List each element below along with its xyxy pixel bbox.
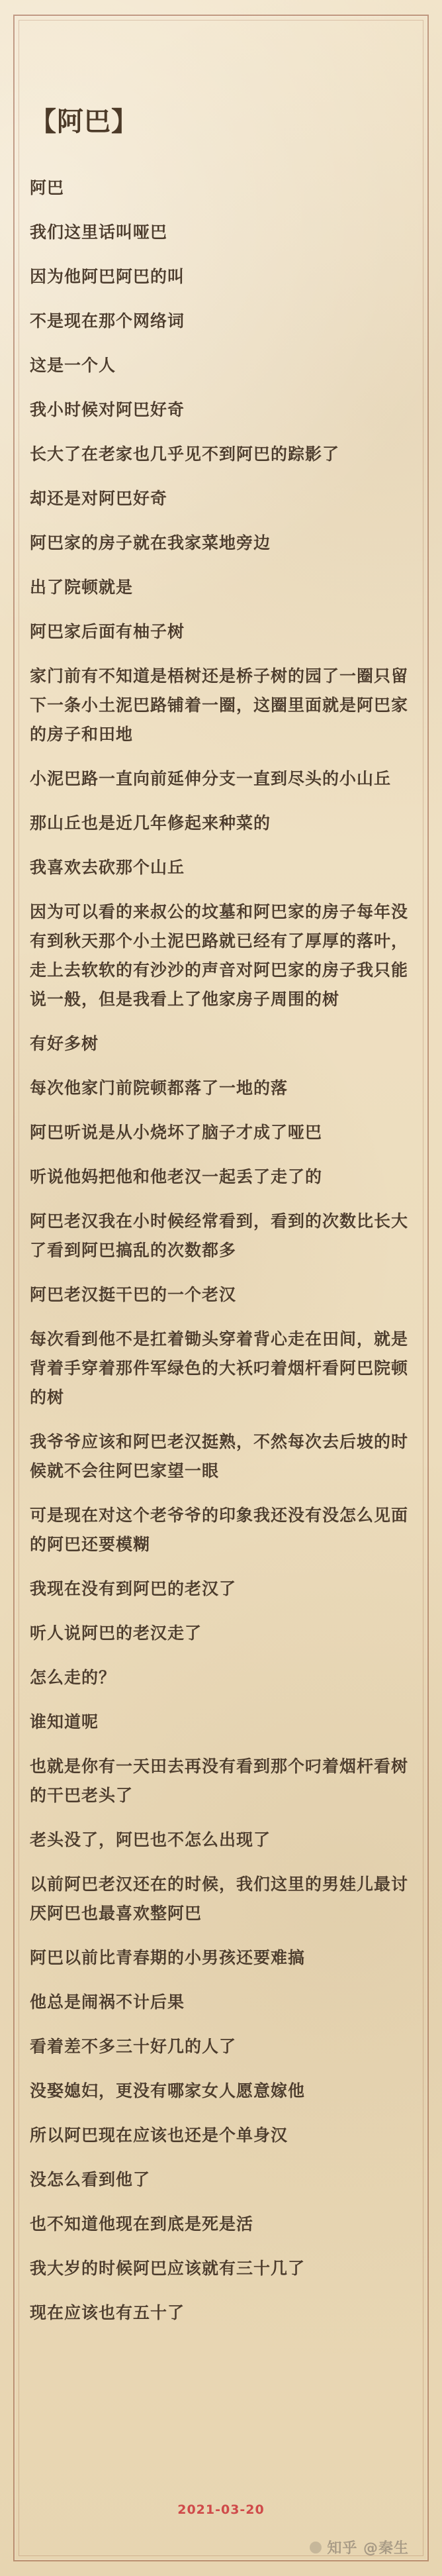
poem-line: 每次他家门前院顿都落了一地的落: [30, 1078, 288, 1098]
poem-line: 每次看到他不是扛着锄头穿着背心走在田间，就是背着手穿着那件军绿色的大袄叼着烟杆看阿巴院顿的树: [30, 1329, 409, 1407]
poem-line: 有好多树: [30, 1034, 99, 1053]
poem-line: 我们这里话叫哑巴: [30, 223, 168, 242]
poem-line: 以前阿巴老汉还在的时候，我们这里的男娃儿最讨厌阿巴也最喜欢整阿巴: [30, 1875, 409, 1923]
poem-line: 阿巴老汉我在小时候经常看到，看到的次数比长大了看到阿巴搞乱的次数都多: [30, 1211, 409, 1260]
poem-line: 阿巴老汉挺干巴的一个老汉: [30, 1285, 237, 1304]
poem-line: 我大岁的时候阿巴应该就有三十几了: [30, 2259, 306, 2278]
poem-line: 却还是对阿巴好奇: [30, 489, 168, 508]
watermark-icon: [310, 2542, 322, 2553]
poem-line: 那山丘也是近几年修起来种菜的: [30, 813, 271, 833]
poem-line: 也就是你有一天田去再没有看到那个叼着烟杆看树的干巴老头了: [30, 1757, 409, 1805]
poem-line: 我小时候对阿巴好奇: [30, 400, 185, 419]
document-date: 2021-03-20: [177, 2502, 265, 2517]
poem-line: 现在应该也有五十了: [30, 2303, 185, 2322]
poem-line: 小泥巴路一直向前延伸分支一直到尽头的小山丘: [30, 769, 392, 788]
poem-line: 出了院顿就是: [30, 578, 134, 597]
poem-line: 家门前有不知道是梧树还是桥子树的园了一圈只留下一条小土泥巴路铺着一圈，这圈里面就是阿巴家的房子和田地: [30, 666, 409, 744]
watermark-text: 知乎 @秦生: [327, 2540, 409, 2557]
poem-line: 所以阿巴现在应该也还是个单身汉: [30, 2126, 288, 2145]
poem-line: 我喜欢去砍那个山丘: [30, 858, 185, 877]
poem-line: 听说他妈把他和他老汉一起丢了走了的: [30, 1167, 323, 1186]
poem-lines: [30, 174, 414, 2328]
poem-line: 不是现在那个网络词: [30, 311, 185, 331]
poem-line: 因为他阿巴阿巴的叫: [30, 267, 185, 286]
poem-line: 因为可以看的来叔公的坟墓和阿巴家的房子每年没有到秋天那个小土泥巴路就已经有了厚厚的落叶，走上去软软的有沙沙的声音对阿巴家的房子我只能说一般，但是我看上了他家房子周围的树: [30, 902, 409, 1009]
poem-line: 我爷爷应该和阿巴老汉挺熟，不然每次去后坡的时候就不会往阿巴家望一眼: [30, 1432, 409, 1480]
poem-line: 没娶媳妇，更没有哪家女人愿意嫁他: [30, 2081, 306, 2100]
poem-line: 看着差不多三十好几的人了: [30, 2037, 237, 2056]
poem-line: 可是现在对这个老爷爷的印象我还没有没怎么见面的阿巴还要模糊: [30, 1506, 409, 1554]
poem-line: 没怎么看到他了: [30, 2170, 151, 2189]
document-title: 【阿巴】: [30, 107, 138, 137]
poem-line: 也不知道他现在到底是死是活: [30, 2214, 254, 2234]
poem-line: 我现在没有到阿巴的老汉了: [30, 1579, 237, 1598]
poem-line: 阿巴家后面有柚子树: [30, 622, 185, 641]
poem-line: 怎么走的？: [30, 1668, 116, 1687]
poem-line: 谁知道呢: [30, 1712, 99, 1731]
poem-line: 长大了在老家也几乎见不到阿巴的踪影了: [30, 444, 340, 464]
poem-line: 老头没了，阿巴也不怎么出现了: [30, 1830, 271, 1849]
poem-line: 听人说阿巴的老汉走了: [30, 1623, 202, 1643]
document-content: [30, 106, 414, 2343]
poem-line: 这是一个人: [30, 356, 116, 375]
watermark: [310, 2537, 409, 2557]
poem-line: 他总是闹祸不计后果: [30, 1992, 185, 2012]
poem-line: 阿巴: [30, 178, 65, 197]
poem-line: 阿巴听说是从小烧坏了脑子才成了哑巴: [30, 1123, 323, 1142]
poem-line: 阿巴以前比青春期的小男孩还要难搞: [30, 1948, 306, 1967]
poem-line: 阿巴家的房子就在我家菜地旁边: [30, 533, 271, 552]
